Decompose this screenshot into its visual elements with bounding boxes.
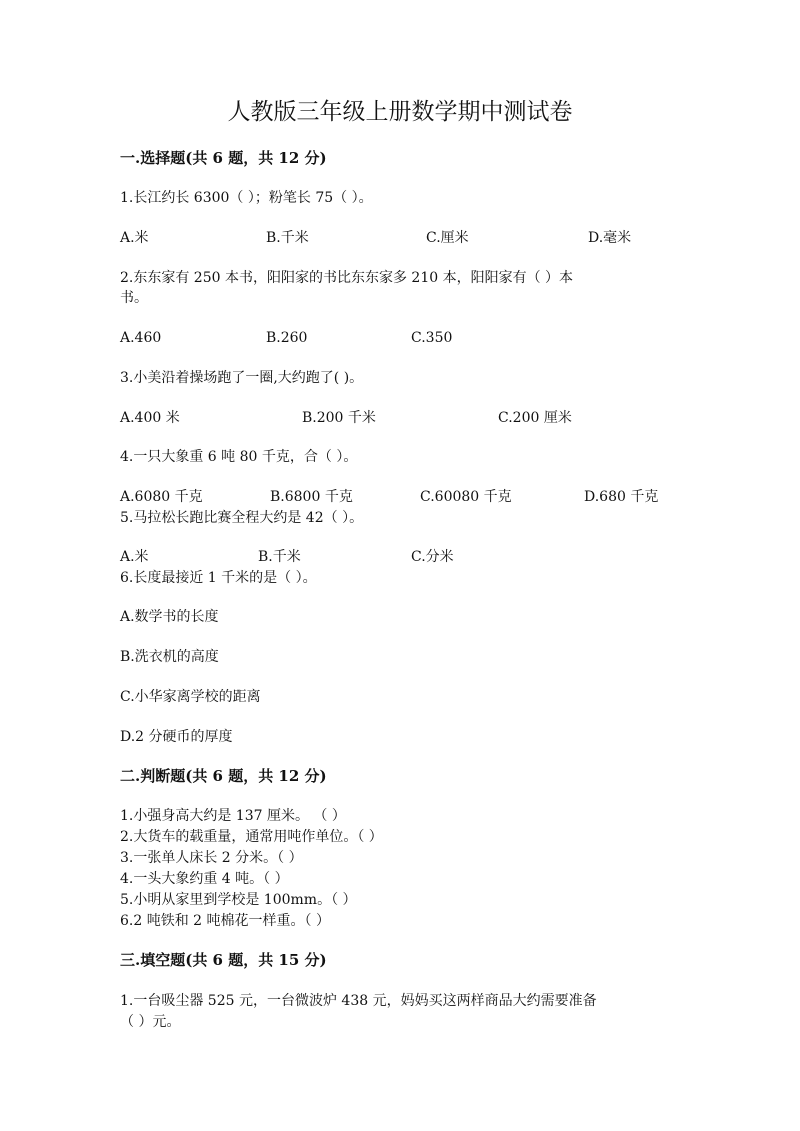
judgement-item-1: 1.小强身高大约是 137 厘米。 （ ） <box>120 808 346 824</box>
question-3-text: 3.小美沿着操场跑了一圈,大约跑了( )。 <box>120 370 364 386</box>
q3-option-b: B.200 千米 <box>302 410 376 426</box>
question-5-text: 5.马拉松长跑比赛全程大约是 42（ ）。 <box>120 510 364 526</box>
judgement-item-3: 3.一张单人床长 2 分米。（ ） <box>120 850 303 866</box>
q5-option-b: B.千米 <box>258 549 301 565</box>
q5-option-c: C.分米 <box>411 549 454 565</box>
q3-option-c: C.200 厘米 <box>498 410 572 426</box>
q4-option-c: C.60080 千克 <box>420 489 512 505</box>
fill-question-1-line-2: （ ）元。 <box>120 1014 181 1030</box>
section-heading-choice: 一.选择题(共 6 题，共 12 分) <box>120 149 327 167</box>
section-heading-fill-blank: 三.填空题(共 6 题，共 15 分) <box>120 951 327 969</box>
q6-option-b: B.洗衣机的高度 <box>120 649 219 665</box>
q3-option-a: A.400 米 <box>120 410 180 426</box>
question-1-text: 1.长江约长 6300（ ）；粉笔长 75（ ）。 <box>120 190 373 206</box>
q6-option-a: A.数学书的长度 <box>120 609 219 625</box>
q2-option-a: A.460 <box>120 330 162 346</box>
section-heading-judgement: 二.判断题(共 6 题，共 12 分) <box>120 767 327 785</box>
q1-option-d: D.毫米 <box>588 230 632 246</box>
question-4-text: 4.一只大象重 6 吨 80 千克，合（ ）。 <box>120 449 358 465</box>
q4-option-d: D.680 千克 <box>584 489 659 505</box>
page-title: 人教版三年级上册数学期中测试卷 <box>227 99 573 125</box>
judgement-item-2: 2.大货车的载重量，通常用吨作单位。（ ） <box>120 829 383 845</box>
question-6-text: 6.长度最接近 1 千米的是（ ）。 <box>120 570 317 586</box>
fill-question-1-line-1: 1.一台吸尘器 525 元，一台微波炉 438 元，妈妈买这两样商品大约需要准备 <box>120 993 597 1009</box>
judgement-item-5: 5.小明从家里到学校是 100mm。（ ） <box>120 892 357 908</box>
q4-option-b: B.6800 千克 <box>270 489 353 505</box>
question-2-line-1: 2.东东家有 250 本书，阳阳家的书比东东家多 210 本，阳阳家有（ ）本 <box>120 270 574 286</box>
judgement-item-6: 6.2 吨铁和 2 吨棉花一样重。（ ） <box>120 913 330 929</box>
q2-option-b: B.260 <box>266 330 308 346</box>
q6-option-d: D.2 分硬币的厚度 <box>120 729 233 745</box>
q1-option-c: C.厘米 <box>426 230 469 246</box>
q1-option-a: A.米 <box>120 230 149 246</box>
q4-option-a: A.6080 千克 <box>120 489 203 505</box>
q6-option-c: C.小华家离学校的距离 <box>120 689 261 705</box>
q5-option-a: A.米 <box>120 549 149 565</box>
judgement-item-4: 4.一头大象约重 4 吨。（ ） <box>120 871 289 887</box>
q2-option-c: C.350 <box>411 330 453 346</box>
question-2-line-2: 书。 <box>120 290 148 306</box>
q1-option-b: B.千米 <box>266 230 309 246</box>
